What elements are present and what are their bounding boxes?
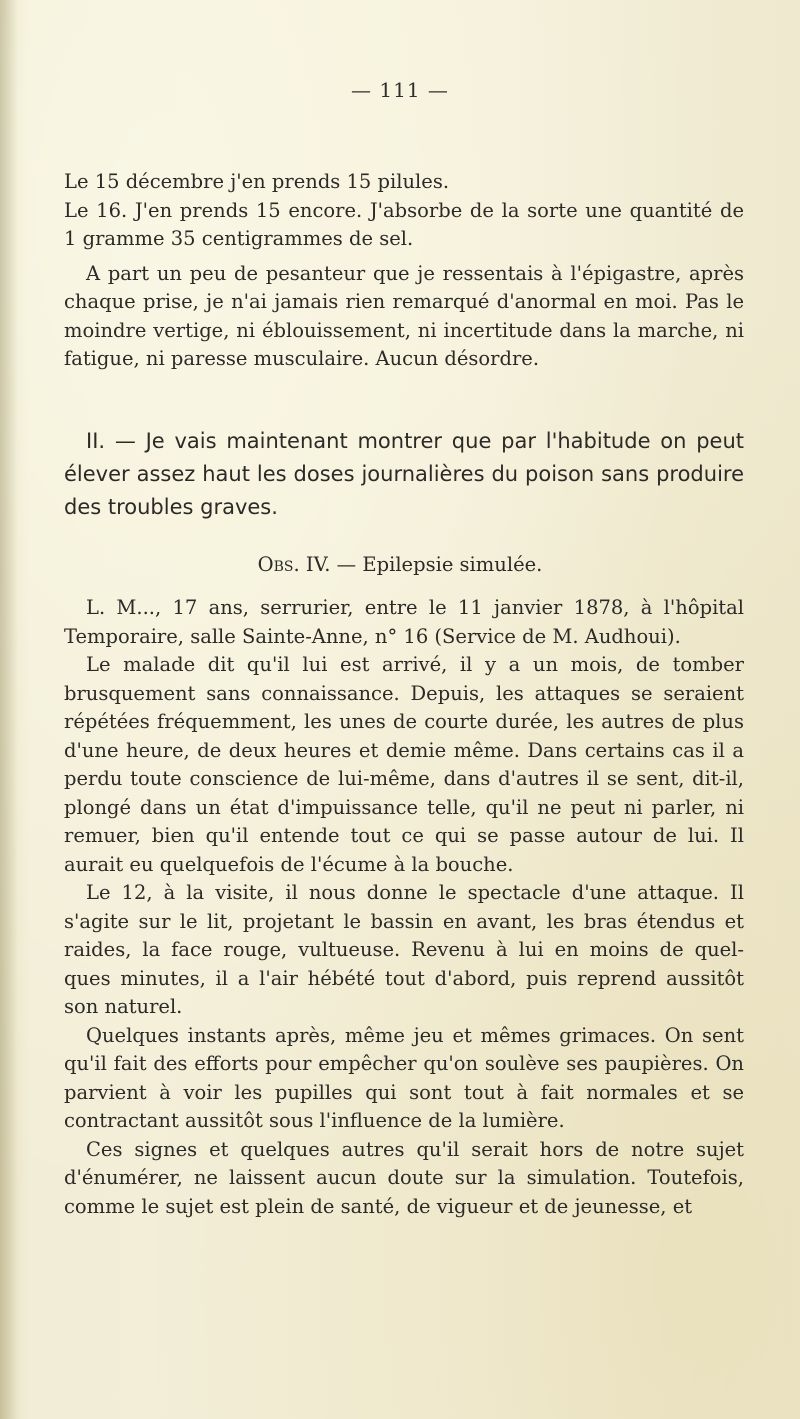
section-ii-paragraph: II. — Je vais maintenant montrer que par l'habitude on peut élever assez haut les doses journalières du poison sans produire des troubles graves. <box>64 429 744 519</box>
top-text-block <box>64 168 744 374</box>
observation-heading <box>0 553 800 576</box>
page-number: — 111 — <box>351 78 449 102</box>
paragraph-patient-history: Le malade dit qu'il lui est arrivé, il y a un mois, de tomber brusquement sans connaissance. Depuis, les attaques se seraient répétées fréquemment, les unes de courte durée, les autres de plus d'une heure, de deux heures et demie même. Dans certains cas il a perdu toute conscience de lui-même, dans d'autres il se sent, dit-il, plongé dans un état d'impuissance telle, qu'il ne peut ni parler, ni remuer, bien qu'il entende tout ce qui se passe autour de lui. Il aurait eu quelquefois de l'écume à la bouche. <box>64 653 744 876</box>
paragraph-visit-attack: Le 12, à la visite, il nous donne le spectacle d'une attaque. Il s'agite sur le lit, projetant le bassin en avant, les bras étendus et raides, la face rouge, vultueuse. Revenu à lui en moins de quel- ques minutes, il a l'air hébété tout d'abord, puis reprend aussitôt son naturel. <box>64 881 744 1018</box>
paragraph-no-symptoms: A part un peu de pesanteur que je ressentais à l'épigastre, après chaque prise, je n'ai jamais rien remarqué d'anormal en moi. Pas le moindre vertige, ni éblouissement, ni incertitude dans la marche, ni fatigue, ni paresse musculaire. Aucun désordre. <box>64 261 744 370</box>
observation-separator: — <box>336 553 357 576</box>
paragraph-dec-16: Le 16. J'en prends 15 encore. J'absorbe de la sorte une quantité de 1 gramme 35 centigrammes de sel. <box>64 198 744 250</box>
paragraph-dec-15: Le 15 décembre j'en prends 15 pilules. <box>64 170 450 193</box>
observation-label: Obs. IV. <box>257 553 331 576</box>
binding-shadow <box>0 0 18 1419</box>
paragraph-simulation: Ces signes et quelques autres qu'il serait hors de notre sujet d'énumérer, ne laissent aucun doute sur la simulation. Toutefois, comme le sujet est plein de santé, de vigueur et de jeunesse, et <box>64 1137 744 1218</box>
observation-title: Epilepsie simulée. <box>362 553 543 576</box>
case-text-block <box>64 594 744 1221</box>
paragraph-pupils: Quelques instants après, même jeu et mêmes grimaces. On sent qu'il fait des efforts pour empêcher qu'on soulève ses paupières. On parvient à voir les pupilles qui sont tout à fait normales et se contractant aussitôt sous l'influence de la lumière. <box>64 1023 744 1132</box>
paragraph-patient-admission: L. M..., 17 ans, serrurier, entre le 11 janvier 1878, à l'hôpital Temporaire, salle Sainte-Anne, n° 16 (Service de M. Audhoui). <box>64 596 744 648</box>
